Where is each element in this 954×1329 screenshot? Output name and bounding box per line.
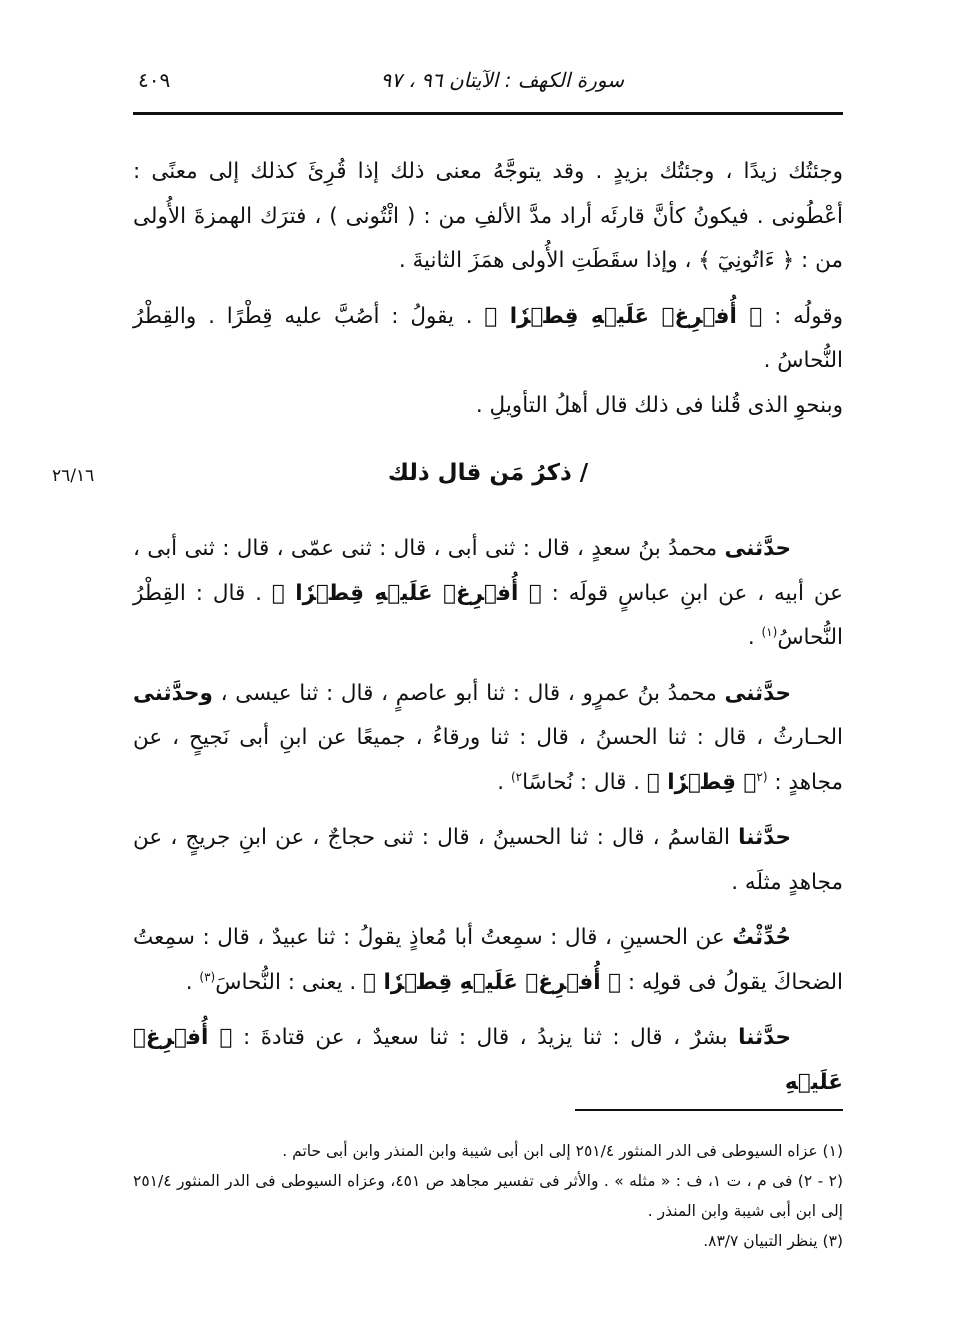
paragraph-2: [133, 295, 843, 384]
paragraph-text: بشرٌ ، قال : ثنا يزيدُ ، قال : ثنا سعيدٌ ، عن قتادةَ :: [232, 1025, 739, 1050]
paragraph-text: . قال : القِطْرُ النُّحاسُ: [133, 580, 843, 650]
paragraph-text: الحـارثُ ، قال : ثنا الحسنُ ، قال : ثنا ورقاءُ ، جميعًا عن ابنِ أبى نَجيحٍ ، عن مجاهدٍ :: [133, 725, 843, 795]
narrator-word: حُدِّثْتُ: [732, 925, 791, 950]
section-heading: / ذكرُ مَن قال ذلك: [387, 460, 589, 486]
footnote-marker: ٢): [510, 769, 523, 784]
footnote-marker: (٢: [756, 769, 768, 784]
quran-verse: ﴿ أُفۡرِغۡ عَلَيۡهِ قِطۡرٗا ﴾: [363, 969, 622, 995]
main-text: [133, 150, 843, 428]
paragraph-text: وقولُه :: [762, 303, 843, 329]
paragraph-8: [133, 1016, 843, 1105]
footnote-1: (١) عزاه السيوطى فى الدر المنثور ٢٥١/٤ إلى ابن أبى شيبة وابن المنذر وابن أبى حاتم .: [282, 1142, 843, 1160]
paragraph-3: [133, 384, 843, 429]
paragraph-text: .: [185, 969, 200, 995]
narrator-word: حدَّثنا: [738, 1025, 791, 1050]
footnote-2: (٢ - ٢) فى م ، ت ١، ف : « مثله » . والأثر فى تفسير مجاهد ص ٤٥١، وعزاه السيوطى فى الدر المنثور ٢٥١/٤ إلى ابن أبى شيبة وابن المنذر .: [133, 1172, 843, 1220]
quran-verse: ﴿ قِطۡرٗا ﴾: [646, 769, 757, 795]
page-number: ٤٠٩: [138, 68, 171, 92]
quran-verse: ﴿ أُفۡرِغۡ عَلَيۡهِ: [133, 1025, 843, 1095]
quran-verse: ﴿ أُفۡرِغۡ عَلَيۡهِ قِطۡرٗا ﴾: [484, 303, 763, 329]
paragraph-1: [133, 150, 843, 284]
running-title: سورة الكهف : الآيتان ٩٦ ، ٩٧: [380, 68, 624, 92]
paragraph-text: . قال : نُحاسًا: [522, 769, 647, 795]
main-text-continued: [133, 527, 843, 1105]
paragraph-7: [133, 916, 843, 1005]
header-rule: [133, 112, 843, 115]
narrator-word: حدَّثنى: [724, 680, 791, 706]
narrator-word: حدَّثنا: [738, 825, 791, 850]
page-header: [130, 62, 842, 106]
paragraph-text: .: [497, 769, 511, 795]
paragraph-text: . يعنى : النُّحاسَ: [215, 969, 364, 995]
footnote-3: (٣) ينظر التبيان ٨٣/٧.: [703, 1232, 843, 1250]
paragraph-5: [133, 672, 843, 806]
paragraph-text: عن الحسينِ ، قال : سمِعتُ أبا مُعاذٍ يقولُ : ثنا عبيدٌ ، قال : سمِعتُ الضحاكَ يقولُ فى قولِه :: [133, 925, 843, 995]
paragraph-text: . يقولُ : أصُبَّ عليه قِطْرًا . والقِطْرُ النُّحاسُ .: [133, 303, 843, 373]
paragraph-text: القاسمُ ، قال : ثنا الحسينُ ، قال : ثنى حجاجٌ ، عن ابنِ جريجٍ ، عن مجاهدٍ مثلَه .: [133, 825, 843, 895]
footnote-marker: (١): [761, 624, 778, 639]
footnotes: [133, 1136, 843, 1256]
narrator-word: وحدَّثنى: [133, 680, 213, 706]
paragraph-4: [133, 527, 843, 661]
footnote-rule: [575, 1109, 843, 1111]
paragraph-6: [133, 816, 843, 905]
footnote-marker: (٣): [199, 969, 216, 984]
paragraph-text: .: [747, 625, 762, 650]
narrator-word: حدَّثنى: [724, 536, 791, 561]
margin-reference: ٢٦/١٦: [52, 466, 95, 486]
paragraph-text: وبنحوِ الذى قُلنا فى ذلك قال أهلُ التأويلِ .: [475, 392, 843, 418]
paragraph-text: محمدُ بنُ سعدٍ ، قال : ثنى أبى ، قال : ثنى عمّى ، قال : ثنى أبى ، عن أبيه ، عن ابنِ عباسٍ قولَه :: [133, 536, 844, 606]
paragraph-text: محمدُ بنُ عمرٍو ، قال : ثنا أبو عاصمٍ ، قال : ثنا عيسى ،: [212, 680, 725, 706]
quran-verse: ﴿ أُفۡرِغۡ عَلَيۡهِ قِطۡرٗا ﴾: [271, 580, 542, 606]
paragraph-text: وجئتُك زيدًا ، وجئتُك بزيدٍ . وقد يتوجَّهُ معنى ذلك إذا قُرِئَ كذلك إلى معنًى : أعْطُونى . فيكونُ كأنَّ قارئَه أراد مدَّ الألفِ من : ( ائْتُونى ) ، فترَك الهمزةَ الأُولى من : ﴿ ءَاتُونِيٓ ﴾ ، وإذا سقَطَتِ الأُولى همَزَ الثانيةَ .: [133, 159, 843, 273]
